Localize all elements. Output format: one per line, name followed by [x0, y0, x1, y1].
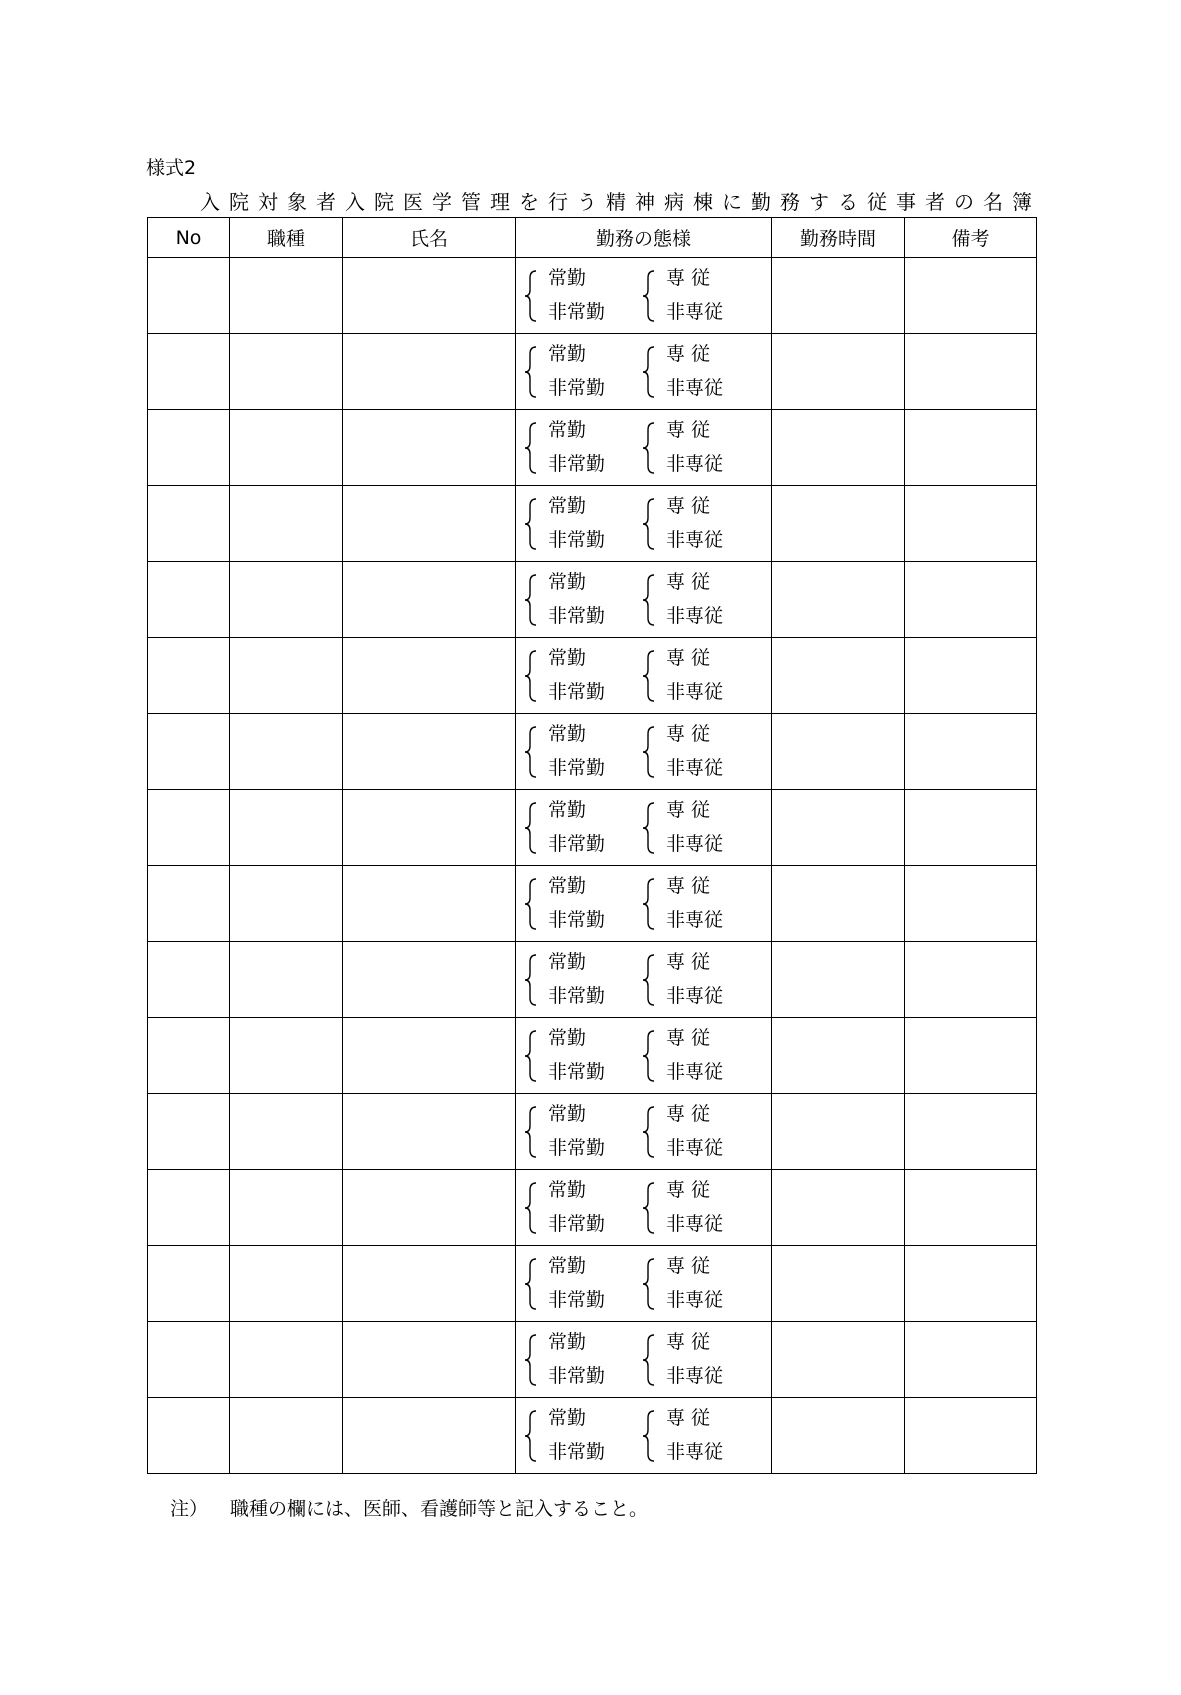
- work-mode-cell[interactable]: [516, 638, 772, 714]
- option-dedicated[interactable]: 専 従: [666, 267, 711, 289]
- work-hours-cell[interactable]: [772, 486, 905, 562]
- dedication-choice[interactable]: [642, 570, 742, 630]
- option-part-time[interactable]: 非常勤: [548, 1061, 606, 1083]
- dedication-choice[interactable]: [642, 1254, 742, 1314]
- brace-icon: [524, 1106, 538, 1158]
- work-hours-cell[interactable]: [772, 1398, 905, 1474]
- option-full-time[interactable]: 常勤: [548, 1407, 587, 1429]
- option-part-time[interactable]: 非常勤: [548, 605, 606, 627]
- employment-type-choice[interactable]: [524, 950, 634, 1010]
- option-dedicated[interactable]: 専 従: [666, 799, 711, 821]
- option-dedicated[interactable]: 専 従: [666, 1255, 711, 1277]
- brace-icon: [524, 346, 538, 398]
- brace-icon: [642, 802, 656, 854]
- option-full-time[interactable]: 常勤: [548, 1255, 587, 1277]
- table-row: [148, 638, 1037, 714]
- work-mode-cell[interactable]: [516, 1398, 772, 1474]
- option-part-time[interactable]: 非常勤: [548, 1137, 606, 1159]
- table-row: [148, 1018, 1037, 1094]
- table-row: [148, 714, 1037, 790]
- employment-type-choice[interactable]: [524, 1330, 634, 1390]
- option-part-time[interactable]: 非常勤: [548, 301, 606, 323]
- job-type-cell[interactable]: [230, 1398, 343, 1474]
- header-work-hours: 勤務時間: [772, 218, 905, 258]
- remarks-cell[interactable]: [905, 714, 1037, 790]
- option-dedicated[interactable]: 専 従: [666, 1103, 711, 1125]
- job-type-cell[interactable]: [230, 942, 343, 1018]
- option-part-time[interactable]: 非常勤: [548, 1289, 606, 1311]
- option-dedicated[interactable]: 専 従: [666, 1027, 711, 1049]
- work-hours-cell[interactable]: [772, 562, 905, 638]
- dedication-choice[interactable]: [642, 646, 742, 706]
- no-cell[interactable]: [148, 1018, 230, 1094]
- name-cell[interactable]: [343, 1322, 516, 1398]
- work-mode-cell[interactable]: [516, 790, 772, 866]
- option-full-time[interactable]: 常勤: [548, 1179, 587, 1201]
- brace-icon: [642, 726, 656, 778]
- option-dedicated[interactable]: 専 従: [666, 647, 711, 669]
- option-dedicated[interactable]: 専 従: [666, 875, 711, 897]
- remarks-cell[interactable]: [905, 638, 1037, 714]
- option-non-dedicated[interactable]: 非専従: [666, 1365, 724, 1387]
- employment-type-choice[interactable]: [524, 1102, 634, 1162]
- form-id: 様式2: [146, 157, 197, 179]
- no-cell[interactable]: [148, 486, 230, 562]
- no-cell[interactable]: [148, 790, 230, 866]
- option-non-dedicated[interactable]: 非専従: [666, 605, 724, 627]
- remarks-cell[interactable]: [905, 258, 1037, 334]
- brace-icon: [524, 878, 538, 930]
- brace-icon: [642, 1106, 656, 1158]
- option-non-dedicated[interactable]: 非専従: [666, 1137, 724, 1159]
- brace-icon: [524, 270, 538, 322]
- work-hours-cell[interactable]: [772, 258, 905, 334]
- work-hours-cell[interactable]: [772, 1094, 905, 1170]
- work-hours-cell[interactable]: [772, 334, 905, 410]
- brace-icon: [642, 878, 656, 930]
- work-mode-cell[interactable]: [516, 1170, 772, 1246]
- employment-type-choice[interactable]: [524, 570, 634, 630]
- option-part-time[interactable]: 非常勤: [548, 833, 606, 855]
- table-row: [148, 334, 1037, 410]
- job-type-cell[interactable]: [230, 638, 343, 714]
- option-part-time[interactable]: 非常勤: [548, 1365, 606, 1387]
- brace-icon: [524, 954, 538, 1006]
- employment-type-choice[interactable]: [524, 494, 634, 554]
- name-cell[interactable]: [343, 1398, 516, 1474]
- name-cell[interactable]: [343, 562, 516, 638]
- work-mode-cell[interactable]: [516, 258, 772, 334]
- table-row: [148, 410, 1037, 486]
- name-cell[interactable]: [343, 714, 516, 790]
- work-hours-cell[interactable]: [772, 866, 905, 942]
- option-dedicated[interactable]: 専 従: [666, 1331, 711, 1353]
- option-non-dedicated[interactable]: 非専従: [666, 909, 724, 931]
- work-mode-cell[interactable]: [516, 1246, 772, 1322]
- brace-icon: [524, 1410, 538, 1462]
- option-non-dedicated[interactable]: 非専従: [666, 1289, 724, 1311]
- work-hours-cell[interactable]: [772, 1322, 905, 1398]
- no-cell[interactable]: [148, 1322, 230, 1398]
- job-type-cell[interactable]: [230, 1322, 343, 1398]
- work-mode-cell[interactable]: [516, 942, 772, 1018]
- remarks-cell[interactable]: [905, 1246, 1037, 1322]
- brace-icon: [524, 1258, 538, 1310]
- name-cell[interactable]: [343, 866, 516, 942]
- option-part-time[interactable]: 非常勤: [548, 377, 606, 399]
- option-dedicated[interactable]: 専 従: [666, 571, 711, 593]
- brace-icon: [642, 1030, 656, 1082]
- no-cell[interactable]: [148, 638, 230, 714]
- brace-icon: [524, 498, 538, 550]
- option-non-dedicated[interactable]: 非専従: [666, 757, 724, 779]
- option-dedicated[interactable]: 専 従: [666, 343, 711, 365]
- header-job-type: 職種: [230, 218, 343, 258]
- dedication-choice[interactable]: [642, 1330, 742, 1390]
- option-non-dedicated[interactable]: 非専従: [666, 985, 724, 1007]
- work-mode-cell[interactable]: [516, 410, 772, 486]
- no-cell[interactable]: [148, 410, 230, 486]
- dedication-choice[interactable]: [642, 874, 742, 934]
- remarks-cell[interactable]: [905, 1398, 1037, 1474]
- table-row: [148, 790, 1037, 866]
- brace-icon: [524, 1334, 538, 1386]
- remarks-cell[interactable]: [905, 790, 1037, 866]
- option-part-time[interactable]: 非常勤: [548, 1213, 606, 1235]
- no-cell[interactable]: [148, 1246, 230, 1322]
- employment-type-choice[interactable]: [524, 874, 634, 934]
- work-hours-cell[interactable]: [772, 1170, 905, 1246]
- remarks-cell[interactable]: [905, 1322, 1037, 1398]
- remarks-cell[interactable]: [905, 866, 1037, 942]
- job-type-cell[interactable]: [230, 1246, 343, 1322]
- option-dedicated[interactable]: 専 従: [666, 495, 711, 517]
- table-row: [148, 1322, 1037, 1398]
- employment-type-choice[interactable]: [524, 798, 634, 858]
- name-cell[interactable]: [343, 1246, 516, 1322]
- dedication-choice[interactable]: [642, 798, 742, 858]
- work-hours-cell[interactable]: [772, 790, 905, 866]
- option-full-time[interactable]: 常勤: [548, 1331, 587, 1353]
- dedication-choice[interactable]: [642, 266, 742, 326]
- job-type-cell[interactable]: [230, 486, 343, 562]
- job-type-cell[interactable]: [230, 410, 343, 486]
- dedication-choice[interactable]: [642, 1102, 742, 1162]
- job-type-cell[interactable]: [230, 866, 343, 942]
- work-hours-cell[interactable]: [772, 1018, 905, 1094]
- brace-icon: [642, 422, 656, 474]
- footnote: [170, 1494, 648, 1521]
- work-mode-cell[interactable]: [516, 866, 772, 942]
- brace-icon: [642, 498, 656, 550]
- option-part-time[interactable]: 非常勤: [548, 985, 606, 1007]
- option-dedicated[interactable]: 専 従: [666, 723, 711, 745]
- option-full-time[interactable]: 常勤: [548, 419, 587, 441]
- name-cell[interactable]: [343, 790, 516, 866]
- table-row: [148, 1170, 1037, 1246]
- option-part-time[interactable]: 非常勤: [548, 1441, 606, 1463]
- brace-icon: [642, 346, 656, 398]
- name-cell[interactable]: [343, 410, 516, 486]
- brace-icon: [642, 270, 656, 322]
- dedication-choice[interactable]: [642, 722, 742, 782]
- brace-icon: [642, 574, 656, 626]
- remarks-cell[interactable]: [905, 486, 1037, 562]
- name-cell[interactable]: [343, 258, 516, 334]
- brace-icon: [524, 1182, 538, 1234]
- name-cell[interactable]: [343, 1094, 516, 1170]
- header-remarks: 備考: [905, 218, 1037, 258]
- option-full-time[interactable]: 常勤: [548, 343, 587, 365]
- option-non-dedicated[interactable]: 非専従: [666, 1061, 724, 1083]
- no-cell[interactable]: [148, 334, 230, 410]
- work-mode-cell[interactable]: [516, 334, 772, 410]
- option-non-dedicated[interactable]: 非専従: [666, 833, 724, 855]
- option-full-time[interactable]: 常勤: [548, 723, 587, 745]
- brace-icon: [642, 650, 656, 702]
- no-cell[interactable]: [148, 1170, 230, 1246]
- no-cell[interactable]: [148, 866, 230, 942]
- brace-icon: [524, 1030, 538, 1082]
- work-mode-cell[interactable]: [516, 562, 772, 638]
- option-full-time[interactable]: 常勤: [548, 495, 587, 517]
- option-dedicated[interactable]: 専 従: [666, 419, 711, 441]
- work-hours-cell[interactable]: [772, 410, 905, 486]
- document-title: 入院対象者入院医学管理を行う精神病棟に勤務する従事者の名簿: [200, 190, 1041, 214]
- option-non-dedicated[interactable]: 非専従: [666, 301, 724, 323]
- footnote-text: 職種の欄には、医師、看護師等と記入すること。: [230, 1498, 649, 1520]
- no-cell[interactable]: [148, 562, 230, 638]
- footnote-label: 注）: [170, 1498, 209, 1520]
- option-full-time[interactable]: 常勤: [548, 951, 587, 973]
- dedication-choice[interactable]: [642, 494, 742, 554]
- option-non-dedicated[interactable]: 非専従: [666, 1213, 724, 1235]
- roster-body: [148, 258, 1037, 1474]
- work-mode-cell[interactable]: [516, 1322, 772, 1398]
- dedication-choice[interactable]: [642, 1026, 742, 1086]
- option-full-time[interactable]: 常勤: [548, 1027, 587, 1049]
- option-part-time[interactable]: 非常勤: [548, 909, 606, 931]
- brace-icon: [642, 1258, 656, 1310]
- job-type-cell[interactable]: [230, 1170, 343, 1246]
- employment-type-choice[interactable]: [524, 266, 634, 326]
- work-mode-cell[interactable]: [516, 1094, 772, 1170]
- option-full-time[interactable]: 常勤: [548, 647, 587, 669]
- job-type-cell[interactable]: [230, 714, 343, 790]
- work-hours-cell[interactable]: [772, 1246, 905, 1322]
- table-row: [148, 562, 1037, 638]
- dedication-choice[interactable]: [642, 342, 742, 402]
- job-type-cell[interactable]: [230, 258, 343, 334]
- employment-type-choice[interactable]: [524, 646, 634, 706]
- table-row: [148, 1246, 1037, 1322]
- work-mode-cell[interactable]: [516, 486, 772, 562]
- employment-type-choice[interactable]: [524, 1406, 634, 1466]
- option-non-dedicated[interactable]: 非専従: [666, 377, 724, 399]
- name-cell[interactable]: [343, 638, 516, 714]
- job-type-cell[interactable]: [230, 1094, 343, 1170]
- table-row: [148, 1094, 1037, 1170]
- work-hours-cell[interactable]: [772, 714, 905, 790]
- table-row: [148, 258, 1037, 334]
- table-row: [148, 486, 1037, 562]
- option-part-time[interactable]: 非常勤: [548, 757, 606, 779]
- brace-icon: [524, 650, 538, 702]
- remarks-cell[interactable]: [905, 1170, 1037, 1246]
- brace-icon: [642, 1182, 656, 1234]
- employment-type-choice[interactable]: [524, 1026, 634, 1086]
- remarks-cell[interactable]: [905, 410, 1037, 486]
- brace-icon: [524, 802, 538, 854]
- no-cell[interactable]: [148, 942, 230, 1018]
- name-cell[interactable]: [343, 486, 516, 562]
- no-cell[interactable]: [148, 714, 230, 790]
- no-cell[interactable]: [148, 1094, 230, 1170]
- remarks-cell[interactable]: [905, 1018, 1037, 1094]
- job-type-cell[interactable]: [230, 1018, 343, 1094]
- name-cell[interactable]: [343, 1018, 516, 1094]
- work-mode-cell[interactable]: [516, 714, 772, 790]
- header-work-mode: 勤務の態様: [516, 218, 772, 258]
- option-part-time[interactable]: 非常勤: [548, 529, 606, 551]
- option-full-time[interactable]: 常勤: [548, 1103, 587, 1125]
- option-full-time[interactable]: 常勤: [548, 267, 587, 289]
- employment-type-choice[interactable]: [524, 1178, 634, 1238]
- job-type-cell[interactable]: [230, 790, 343, 866]
- dedication-choice[interactable]: [642, 418, 742, 478]
- remarks-cell[interactable]: [905, 562, 1037, 638]
- option-non-dedicated[interactable]: 非専従: [666, 1441, 724, 1463]
- option-part-time[interactable]: 非常勤: [548, 453, 606, 475]
- staff-roster-table: [147, 217, 1037, 1474]
- employment-type-choice[interactable]: [524, 1254, 634, 1314]
- option-full-time[interactable]: 常勤: [548, 875, 587, 897]
- table-row: [148, 866, 1037, 942]
- dedication-choice[interactable]: [642, 1406, 742, 1466]
- table-row: [148, 942, 1037, 1018]
- option-dedicated[interactable]: 専 従: [666, 1179, 711, 1201]
- dedication-choice[interactable]: [642, 1178, 742, 1238]
- employment-type-choice[interactable]: [524, 342, 634, 402]
- dedication-choice[interactable]: [642, 950, 742, 1010]
- work-hours-cell[interactable]: [772, 638, 905, 714]
- name-cell[interactable]: [343, 334, 516, 410]
- remarks-cell[interactable]: [905, 334, 1037, 410]
- header-name: 氏名: [343, 218, 516, 258]
- table-row: [148, 1398, 1037, 1474]
- brace-icon: [524, 574, 538, 626]
- table-header-row: [148, 218, 1037, 258]
- option-full-time[interactable]: 常勤: [548, 571, 587, 593]
- job-type-cell[interactable]: [230, 562, 343, 638]
- option-non-dedicated[interactable]: 非専従: [666, 453, 724, 475]
- brace-icon: [524, 726, 538, 778]
- employment-type-choice[interactable]: [524, 722, 634, 782]
- option-non-dedicated[interactable]: 非専従: [666, 681, 724, 703]
- option-dedicated[interactable]: 専 従: [666, 951, 711, 973]
- option-non-dedicated[interactable]: 非専従: [666, 529, 724, 551]
- option-part-time[interactable]: 非常勤: [548, 681, 606, 703]
- brace-icon: [524, 422, 538, 474]
- header-no: No: [148, 218, 230, 258]
- job-type-cell[interactable]: [230, 334, 343, 410]
- name-cell[interactable]: [343, 1170, 516, 1246]
- work-hours-cell[interactable]: [772, 942, 905, 1018]
- remarks-cell[interactable]: [905, 942, 1037, 1018]
- brace-icon: [642, 954, 656, 1006]
- no-cell[interactable]: [148, 1398, 230, 1474]
- option-dedicated[interactable]: 専 従: [666, 1407, 711, 1429]
- brace-icon: [642, 1410, 656, 1462]
- remarks-cell[interactable]: [905, 1094, 1037, 1170]
- employment-type-choice[interactable]: [524, 418, 634, 478]
- name-cell[interactable]: [343, 942, 516, 1018]
- option-full-time[interactable]: 常勤: [548, 799, 587, 821]
- brace-icon: [642, 1334, 656, 1386]
- no-cell[interactable]: [148, 258, 230, 334]
- work-mode-cell[interactable]: [516, 1018, 772, 1094]
